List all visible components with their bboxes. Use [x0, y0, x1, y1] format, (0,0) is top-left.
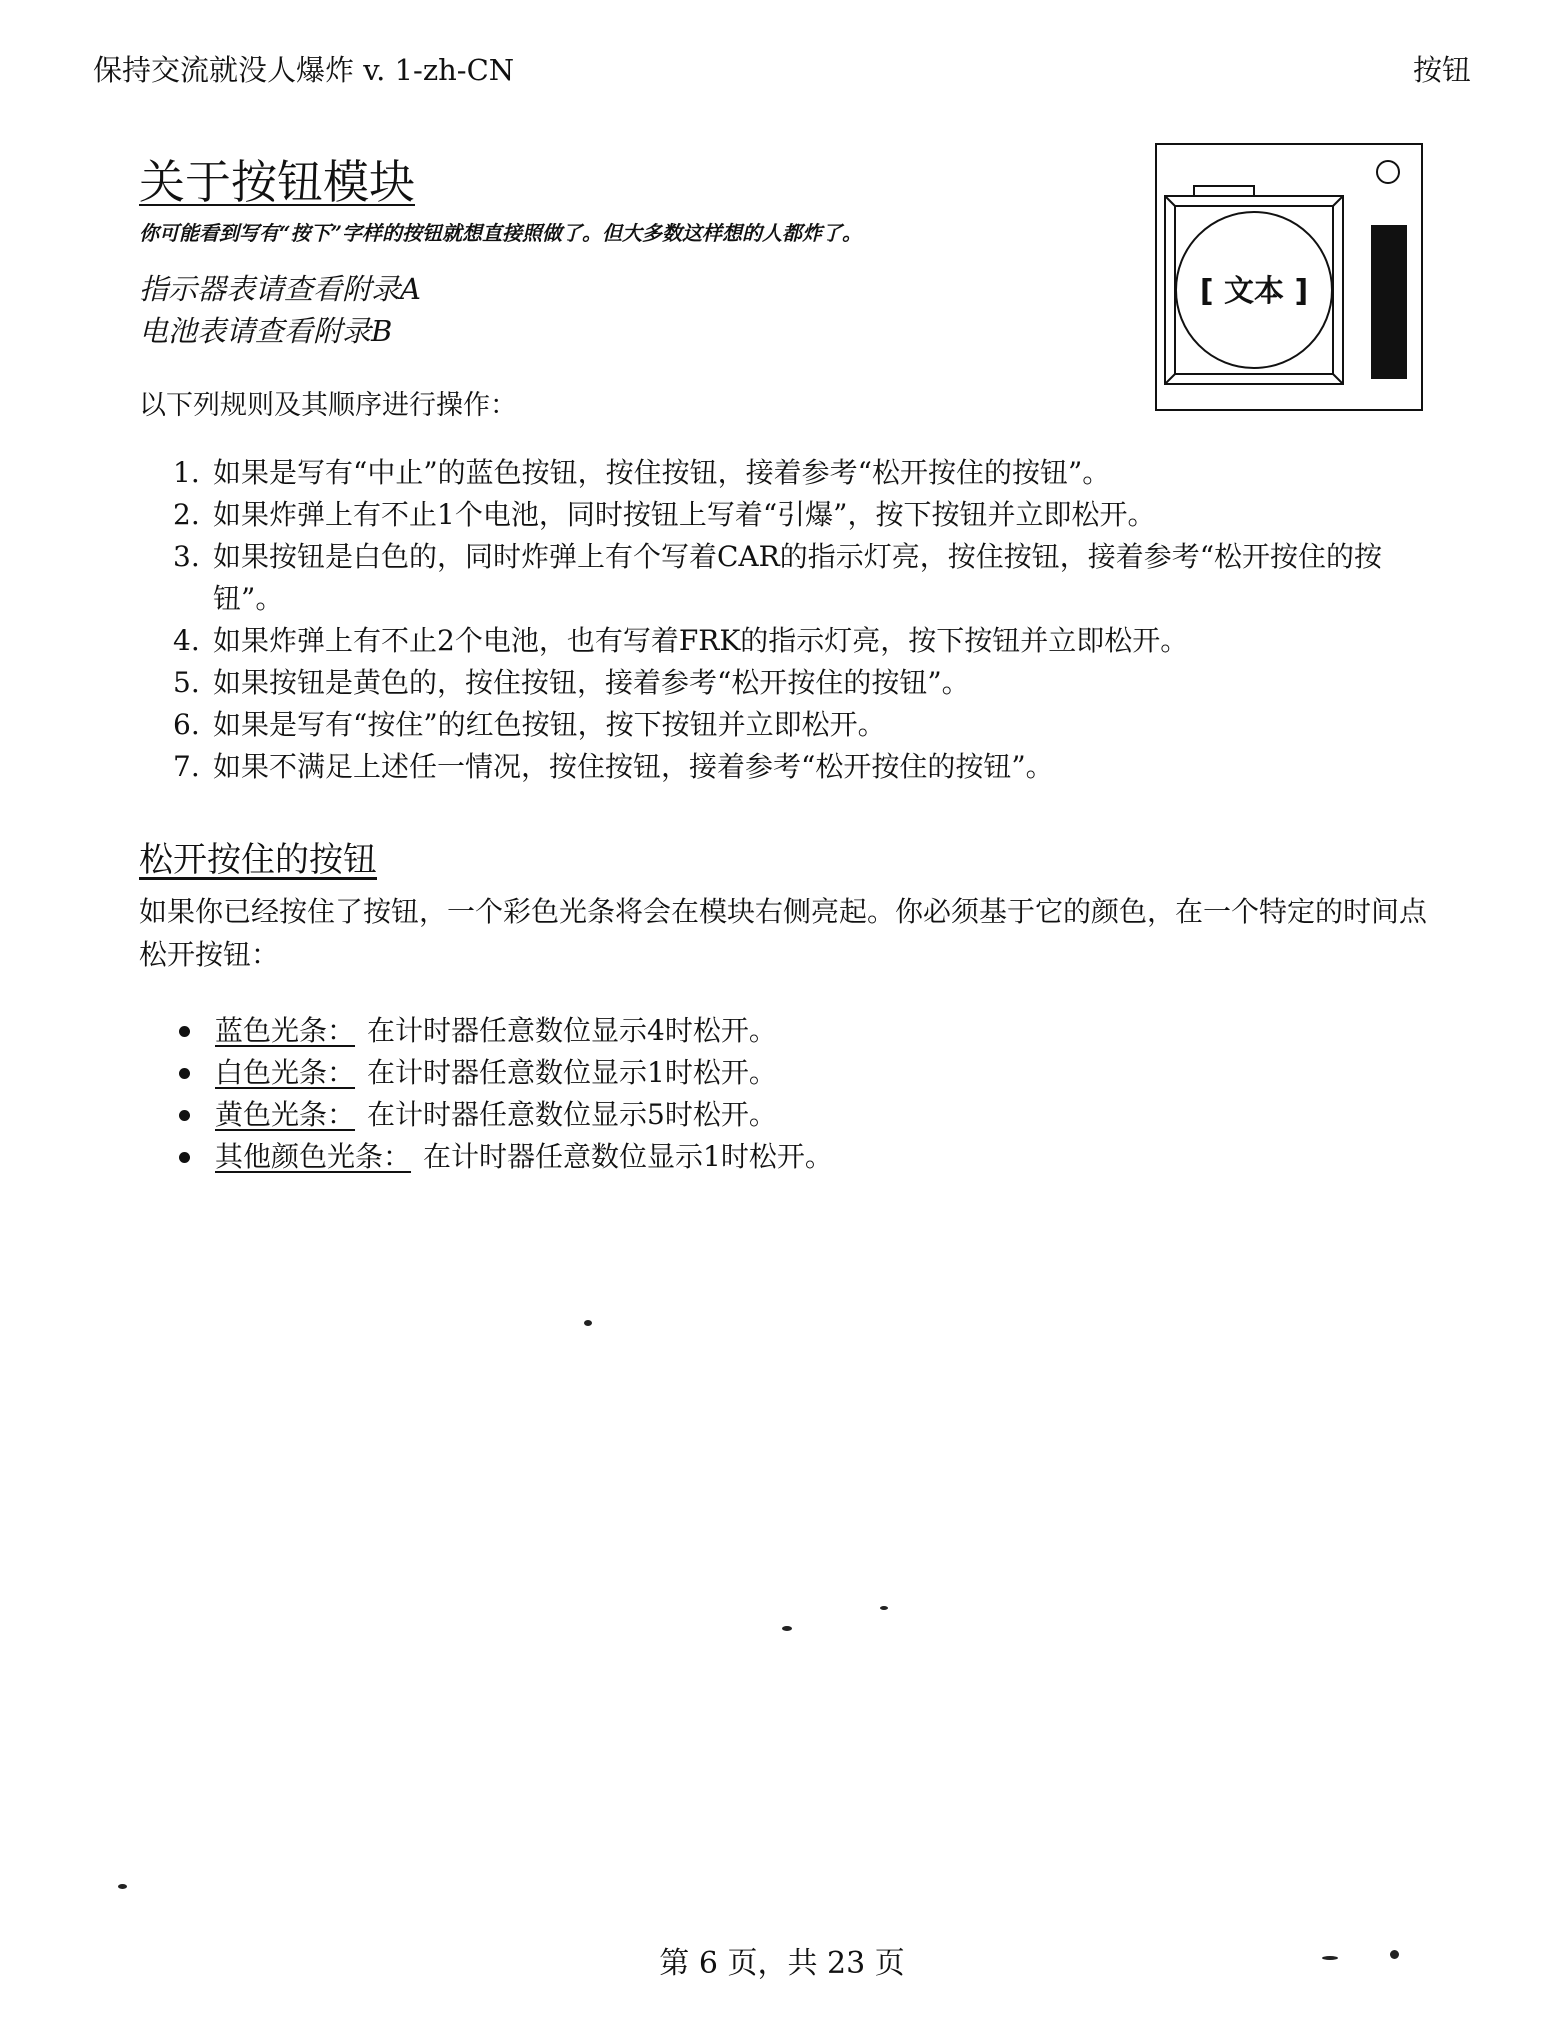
rule-text: 如果是写有“中止”的蓝色按钮，按住按钮，接着参考“松开按住的按钮”。 — [213, 456, 1111, 489]
rule-item — [173, 620, 1443, 662]
status-led-icon — [1377, 161, 1399, 183]
bullet-icon — [179, 1152, 190, 1163]
rule-number: 7. — [173, 750, 200, 783]
button-module-diagram — [1155, 143, 1423, 411]
rule-text: 如果按钮是黄色的，按住按钮，接着参考“松开按住的按钮”。 — [213, 666, 970, 699]
appendix-battery-ref: 电池表请查看附录B — [139, 314, 393, 348]
rule-item — [173, 452, 1443, 494]
release-section-text: 如果你已经按住了按钮，一个彩色光条将会在模块右侧亮起。你必须基于它的颜色，在一个特定的时间点松开按钮： — [139, 895, 1428, 971]
rule-number: 4. — [173, 624, 200, 657]
strip-label: 黄色光条： — [215, 1098, 356, 1131]
rule-item — [173, 494, 1443, 536]
scan-speck — [118, 1884, 127, 1889]
rule-text: 如果炸弹上有不止1个电池，同时按钮上写着“引爆”，按下按钮并立即松开。 — [213, 498, 1156, 531]
strip-text: 在计时器任意数位显示4时松开。 — [367, 1014, 777, 1047]
appendix-references — [139, 268, 421, 352]
scan-speck — [880, 1606, 888, 1610]
strip-text: 在计时器任意数位显示1时松开。 — [423, 1140, 833, 1173]
scan-speck — [584, 1320, 592, 1326]
rule-text: 如果不满足上述任一情况，按住按钮，接着参考“松开按住的按钮”。 — [213, 750, 1054, 783]
strip-text: 在计时器任意数位显示1时松开。 — [367, 1056, 777, 1089]
bullet-icon — [179, 1110, 190, 1121]
strip-text: 在计时器任意数位显示5时松开。 — [367, 1098, 777, 1131]
scan-speck — [782, 1626, 792, 1631]
button-module-illustration — [1155, 143, 1423, 411]
light-strip-icon — [1371, 225, 1407, 379]
page-subtitle: 你可能看到写有“按下”字样的按钮就想直接照做了。但大多数这样想的人都炸了。 — [139, 221, 863, 245]
rule-item — [173, 746, 1443, 788]
header-manual-title: 保持交流就没人爆炸 v. 1-zh-CN — [93, 53, 515, 87]
rule-text: 如果炸弹上有不止2个电池，也有写着FRK的指示灯亮，按下按钮并立即松开。 — [213, 624, 1189, 657]
strip-item — [173, 1094, 833, 1136]
rule-number: 6. — [173, 708, 200, 741]
strip-color-list — [173, 1010, 833, 1178]
page-title: 关于按钮模块 — [139, 155, 415, 209]
rule-number: 1. — [173, 456, 200, 489]
bullet-icon — [179, 1068, 190, 1079]
rule-number: 2. — [173, 498, 200, 531]
rule-number: 3. — [173, 540, 200, 573]
rule-text: 如果按钮是白色的，同时炸弹上有个写着CAR的指示灯亮，按住按钮，接着参考“松开按住的按钮”。 — [213, 540, 1383, 615]
rule-item — [173, 662, 1443, 704]
release-section-title: 松开按住的按钮 — [139, 840, 377, 880]
appendix-indicator-ref: 指示器表请查看附录A — [139, 272, 421, 306]
rules-list — [173, 452, 1443, 788]
rule-text: 如果是写有“按住”的红色按钮，按下按钮并立即松开。 — [213, 708, 886, 741]
page-footer: 第 6 页，共 23 页 — [659, 1946, 905, 1981]
strip-item — [173, 1010, 833, 1052]
strip-label: 其他颜色光条： — [215, 1140, 412, 1173]
button-face-label: [ 文本 ] — [1199, 274, 1309, 309]
strip-item — [173, 1136, 833, 1178]
bullet-icon — [179, 1026, 190, 1037]
strip-label: 蓝色光条： — [215, 1014, 356, 1047]
rule-item — [173, 704, 1443, 746]
header-section-name: 按钮 — [1412, 53, 1471, 87]
rule-item — [173, 536, 1443, 620]
rules-intro: 以下列规则及其顺序进行操作： — [139, 390, 517, 421]
rule-number: 5. — [173, 666, 200, 699]
strip-label: 白色光条： — [215, 1056, 356, 1089]
strip-item — [173, 1052, 833, 1094]
